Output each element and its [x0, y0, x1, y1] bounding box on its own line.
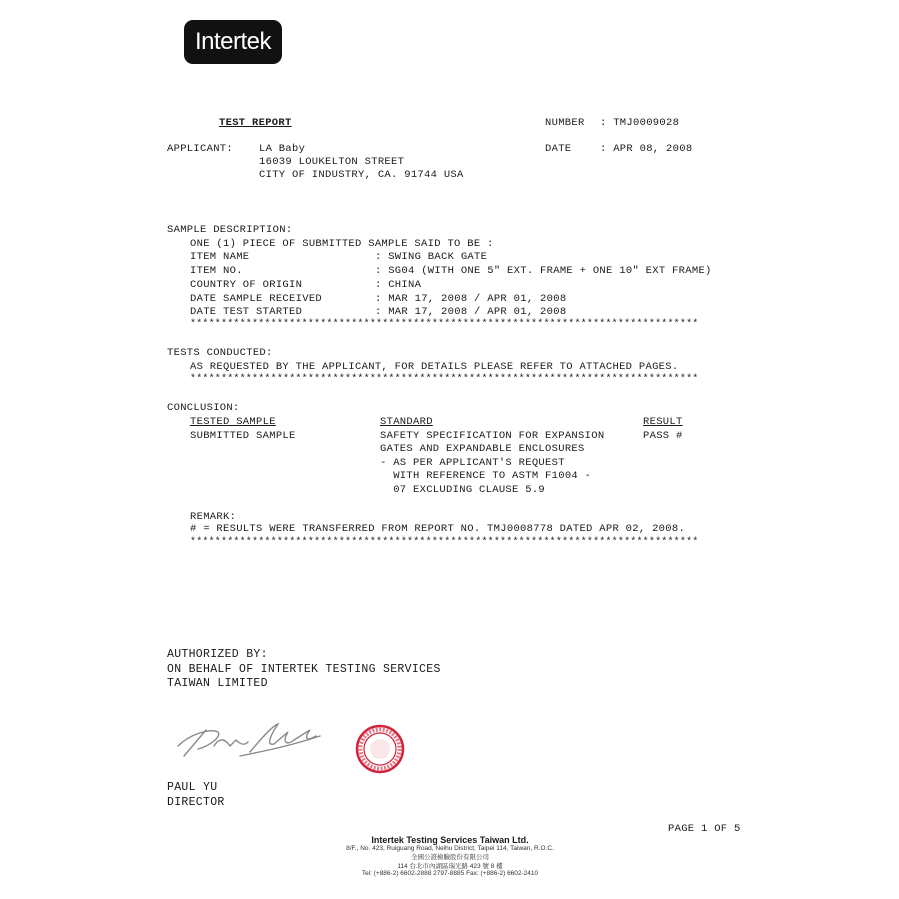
standard-line: SAFETY SPECIFICATION FOR EXPANSION: [380, 430, 605, 442]
remark-heading: REMARK:: [190, 511, 237, 523]
applicant-address-2: CITY OF INDUSTRY, CA. 91744 USA: [259, 169, 464, 181]
logo-text: Intertek: [194, 28, 272, 55]
standard-line: GATES AND EXPANDABLE ENCLOSURES: [380, 443, 585, 455]
col-standard: STANDARD: [380, 416, 433, 428]
footer: [300, 835, 600, 877]
sample-row-label: COUNTRY OF ORIGIN: [190, 279, 303, 291]
footer-company: Intertek Testing Services Taiwan Ltd.: [371, 835, 529, 845]
sample-intro: ONE (1) PIECE OF SUBMITTED SAMPLE SAID TO BE :: [190, 238, 494, 250]
sample-row-value: : SWING BACK GATE: [375, 251, 488, 263]
signature-image: [170, 716, 330, 766]
number-value: : TMJ0009028: [600, 117, 680, 129]
conclusion-heading: CONCLUSION:: [167, 402, 240, 414]
report-title: TEST REPORT: [219, 117, 292, 129]
stamp-seal: [354, 723, 406, 775]
footer-address: 8/F., No. 423, Ruiguang Road, Neihu District, Taipei 114, Taiwan, R.O.C.: [346, 845, 554, 852]
col-tested-sample: TESTED SAMPLE: [190, 416, 276, 428]
applicant-address-1: 16039 LOUKELTON STREET: [259, 156, 405, 168]
sample-row-value: : MAR 17, 2008 / APR 01, 2008: [375, 306, 567, 318]
sample-heading: SAMPLE DESCRIPTION:: [167, 224, 293, 236]
date-value: : APR 08, 2008: [600, 143, 693, 155]
page-number: PAGE 1 OF 5: [668, 823, 741, 835]
result-value: PASS #: [643, 430, 683, 442]
tested-sample-value: SUBMITTED SAMPLE: [190, 430, 296, 442]
standard-line: WITH REFERENCE TO ASTM F1004 -: [380, 470, 592, 482]
tests-heading: TESTS CONDUCTED:: [167, 347, 273, 359]
signer-name: PAUL YU: [167, 781, 218, 794]
sample-row-label: ITEM NAME: [190, 251, 250, 263]
separator-line: **********************************************************************************: [190, 319, 699, 330]
sample-row-value: : MAR 17, 2008 / APR 01, 2008: [375, 293, 567, 305]
sample-row-value: : CHINA: [375, 279, 422, 291]
authorized-line-3: TAIWAN LIMITED: [167, 677, 268, 690]
col-result: RESULT: [643, 416, 683, 428]
sample-row-value: : SG04 (WITH ONE 5" EXT. FRAME + ONE 10" EXT FRAME): [375, 265, 712, 277]
intertek-logo: [184, 20, 282, 64]
number-label: NUMBER: [545, 117, 585, 129]
separator-line: **********************************************************************************: [190, 374, 699, 385]
applicant-label: APPLICANT:: [167, 143, 234, 155]
signer-title: DIRECTOR: [167, 796, 225, 809]
authorized-line-2: ON BEHALF OF INTERTEK TESTING SERVICES: [167, 663, 441, 676]
sample-row-label: DATE TEST STARTED: [190, 306, 303, 318]
standard-line: - AS PER APPLICANT'S REQUEST: [380, 457, 565, 469]
footer-chinese-address: 114 台北市內湖區瑞光路 423 號 8 樓: [397, 863, 503, 870]
separator-line: **********************************************************************************: [190, 537, 699, 548]
footer-phone: Tel: (+886-2) 6602-2888 2797-8885 Fax: (+886-2) 6602-2410: [361, 870, 539, 877]
applicant-name: LA Baby: [259, 143, 306, 155]
authorized-line-1: AUTHORIZED BY:: [167, 648, 268, 661]
tests-text: AS REQUESTED BY THE APPLICANT, FOR DETAILS PLEASE REFER TO ATTACHED PAGES.: [190, 361, 679, 373]
sample-row-label: ITEM NO.: [190, 265, 243, 277]
remark-text: # = RESULTS WERE TRANSFERRED FROM REPORT NO. TMJ0008778 DATED APR 02, 2008.: [190, 523, 686, 535]
standard-line: 07 EXCLUDING CLAUSE 5.9: [380, 484, 546, 496]
date-label: DATE: [545, 143, 572, 155]
footer-chinese-name: 全國公證檢驗股份有限公司: [411, 854, 489, 861]
sample-row-label: DATE SAMPLE RECEIVED: [190, 293, 323, 305]
